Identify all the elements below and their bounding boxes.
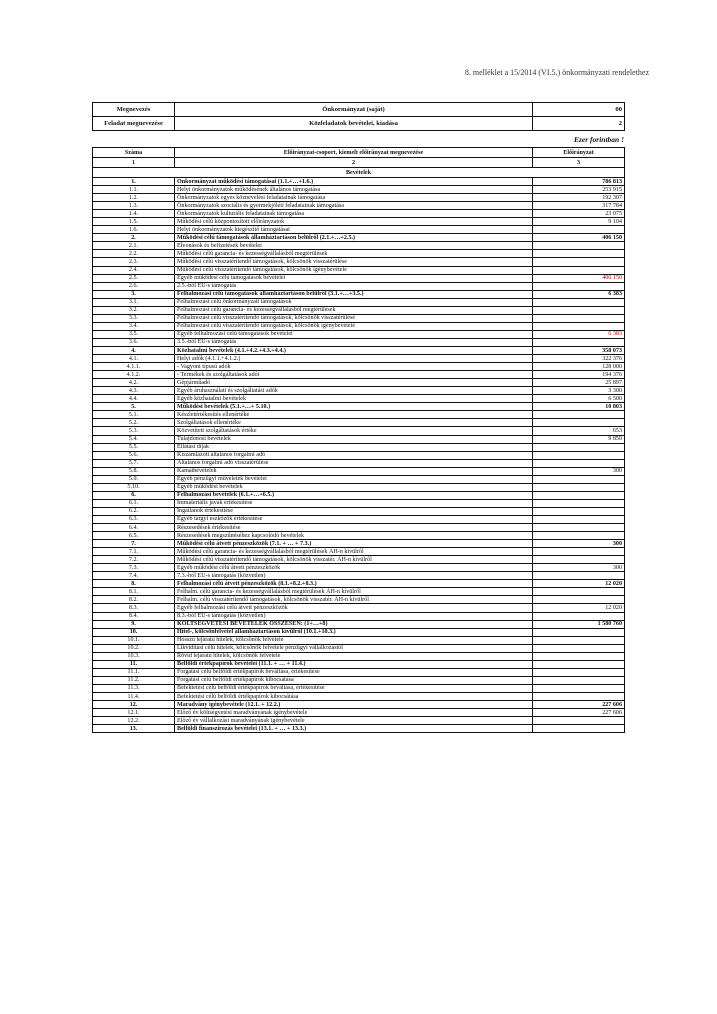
column-header-amount: Előirányzat bbox=[533, 148, 625, 158]
row-number: 2.2. bbox=[93, 250, 175, 258]
row-name: Szolgáltatások ellenértéke bbox=[175, 419, 533, 427]
row-name: Gépjárműadó bbox=[175, 379, 533, 387]
table-row bbox=[93, 330, 625, 338]
row-name: Működési célú visszatérítendő támogatások, kölcsönök visszatérülése bbox=[175, 258, 533, 266]
row-amount: 227 606 bbox=[533, 701, 625, 709]
row-amount: 653 bbox=[533, 427, 625, 435]
row-name: Működési célú támogatások államháztartáson belülről (2.1.+…+2.5.) bbox=[175, 234, 533, 242]
row-number: 1.4. bbox=[93, 210, 175, 218]
row-name: Likviditási célú hitelek, kölcsönök felvétele pénzügyi vállalkozástól bbox=[175, 644, 533, 652]
row-name: Rövid lejáratú hitelek, kölcsönök felvétele bbox=[175, 652, 533, 660]
table-row bbox=[93, 540, 625, 548]
table-row bbox=[93, 306, 625, 314]
row-amount: 227 606 bbox=[533, 709, 625, 717]
row-number: 5. bbox=[93, 403, 175, 411]
row-amount: 10 803 bbox=[533, 403, 625, 411]
table-row bbox=[93, 515, 625, 523]
row-name: - Termékek és szolgáltatások adói bbox=[175, 371, 533, 379]
header-label: Feladat megnevezése bbox=[93, 117, 175, 131]
row-amount bbox=[533, 298, 625, 306]
row-number: 7.4. bbox=[93, 572, 175, 580]
row-number: 2.5. bbox=[93, 274, 175, 282]
row-amount bbox=[533, 322, 625, 330]
row-amount: 317 784 bbox=[533, 202, 625, 210]
row-amount bbox=[533, 717, 625, 725]
row-number: 4.1. bbox=[93, 355, 175, 363]
row-name: Részesedések értékesítése bbox=[175, 524, 533, 532]
row-amount bbox=[533, 588, 625, 596]
row-amount bbox=[533, 596, 625, 604]
row-name: Elvonások és befizetések bevételei bbox=[175, 242, 533, 250]
row-number: 11.3. bbox=[93, 684, 175, 692]
table-row bbox=[93, 346, 625, 354]
row-number: 13. bbox=[93, 725, 175, 733]
table-row bbox=[93, 725, 625, 733]
row-amount bbox=[533, 226, 625, 234]
column-header-number: Száma bbox=[93, 148, 175, 158]
row-name: Forgatási célú belföldi értékpapírok beváltása, értékesítése bbox=[175, 668, 533, 676]
row-amount bbox=[533, 636, 625, 644]
table-row bbox=[93, 178, 625, 186]
table-row bbox=[93, 419, 625, 427]
table-row bbox=[93, 258, 625, 266]
table-row bbox=[93, 363, 625, 371]
row-number: 5.4. bbox=[93, 435, 175, 443]
row-name: Immateriális javak értékesítése bbox=[175, 499, 533, 507]
row-amount bbox=[533, 693, 625, 701]
row-name: Működési célú garancia- és kezességvállalásból megtérülések bbox=[175, 250, 533, 258]
row-amount bbox=[533, 250, 625, 258]
table-row bbox=[93, 435, 625, 443]
row-number: 1.5. bbox=[93, 218, 175, 226]
row-name: Ingatlanok értékesítése bbox=[175, 507, 533, 515]
row-name: Működési célú visszatérítendő támogatások, kölcsönök igénybevétele bbox=[175, 266, 533, 274]
row-amount: 25 897 bbox=[533, 379, 625, 387]
row-name: Működési bevételek (5.1.+…+ 5.10.) bbox=[175, 403, 533, 411]
row-number: 8.4. bbox=[93, 612, 175, 620]
header-code: 00 bbox=[533, 103, 625, 117]
row-amount: 786 813 bbox=[533, 178, 625, 186]
row-number: 5.2. bbox=[93, 419, 175, 427]
row-name: Egyéb áruhasználati és szolgáltatási adók bbox=[175, 387, 533, 395]
row-amount bbox=[533, 684, 625, 692]
row-amount: 12 020 bbox=[533, 580, 625, 588]
table-row bbox=[93, 338, 625, 346]
table-row bbox=[93, 628, 625, 636]
table-row bbox=[93, 684, 625, 692]
row-number: 2.4. bbox=[93, 266, 175, 274]
row-amount: 194 376 bbox=[533, 371, 625, 379]
row-number: 7. bbox=[93, 540, 175, 548]
row-name: Hitel-, kölcsönfelvétel államháztartáson kívülről (10.1.+10.3.) bbox=[175, 628, 533, 636]
table-row bbox=[93, 226, 625, 234]
row-name: Működési célú visszatérítendő támogatások, kölcsönök visszatér. ÁH-n kívülről bbox=[175, 556, 533, 564]
section-row bbox=[93, 168, 625, 178]
row-name: Önkormányzatok egyes köznevelési feladatainak támogatása bbox=[175, 194, 533, 202]
row-number: 3.5. bbox=[93, 330, 175, 338]
row-name: 7.3.-ból EU-s támogatás (közvetlen) bbox=[175, 572, 533, 580]
row-amount bbox=[533, 660, 625, 668]
row-amount: 358 073 bbox=[533, 346, 625, 354]
section-title: Bevételek bbox=[93, 168, 625, 178]
row-amount bbox=[533, 314, 625, 322]
row-name: Közhatalmi bevételek (4.1.+4.2.+4.3.+4.4.) bbox=[175, 346, 533, 354]
row-number: 6.1. bbox=[93, 499, 175, 507]
table-row bbox=[93, 274, 625, 282]
row-name: 3.5.-ből EU-s támogatás bbox=[175, 338, 533, 346]
column-index-1: 1 bbox=[93, 158, 175, 168]
row-number: 6.3. bbox=[93, 515, 175, 523]
annex-note: 8. melléklet a 15/2014 (VI.5.) önkormányzati rendelethez bbox=[464, 68, 649, 77]
row-name: Előző év költségvetési maradványának igénybevétele bbox=[175, 709, 533, 717]
table-row bbox=[93, 693, 625, 701]
table-row bbox=[93, 427, 625, 435]
row-name: Ellátási díjak bbox=[175, 443, 533, 451]
row-amount bbox=[533, 419, 625, 427]
table-row bbox=[93, 499, 625, 507]
table-row bbox=[93, 556, 625, 564]
row-name: Tulajdonosi bevételek bbox=[175, 435, 533, 443]
row-number: 2.3. bbox=[93, 258, 175, 266]
row-amount: 9 850 bbox=[533, 435, 625, 443]
table-row bbox=[93, 250, 625, 258]
row-name: KÖLTSÉGVETÉSI BEVÉTELEK ÖSSZESEN: (1+…+8) bbox=[175, 620, 533, 628]
row-number: 3.2. bbox=[93, 306, 175, 314]
row-number: 5.1. bbox=[93, 411, 175, 419]
row-number: 5.3. bbox=[93, 427, 175, 435]
table-row bbox=[93, 411, 625, 419]
row-name: 2.5.-ből EU-s támogatás bbox=[175, 282, 533, 290]
header-row-2 bbox=[93, 117, 625, 131]
row-number: 2.1. bbox=[93, 242, 175, 250]
row-number: 12.1. bbox=[93, 709, 175, 717]
row-name: Részesedések megszűnéséhez kapcsolódó bevételek bbox=[175, 532, 533, 540]
row-amount: 322 376 bbox=[533, 355, 625, 363]
row-name: Felhalmozási célú támogatások államháztartáson belülről (3.1.+…+3.5.) bbox=[175, 290, 533, 298]
table-row bbox=[93, 491, 625, 499]
table-row bbox=[93, 701, 625, 709]
row-number: 11. bbox=[93, 660, 175, 668]
row-name: Helyi önkormányzatok működésének általános támogatása bbox=[175, 186, 533, 194]
row-amount bbox=[533, 499, 625, 507]
row-amount bbox=[533, 725, 625, 733]
column-index-3: 3 bbox=[533, 158, 625, 168]
table-row bbox=[93, 532, 625, 540]
row-name: Felhalmozási célú garancia- és kezességvállalásból megtérülések bbox=[175, 306, 533, 314]
row-number: 11.2. bbox=[93, 676, 175, 684]
row-number: 12. bbox=[93, 701, 175, 709]
row-amount: 192 307 bbox=[533, 194, 625, 202]
table-row bbox=[93, 459, 625, 467]
row-name: Felhalm. célú visszatérítendő támogatások, kölcsönök visszatér. ÁH-n kívülről bbox=[175, 596, 533, 604]
row-amount bbox=[533, 242, 625, 250]
row-number: 8.1. bbox=[93, 588, 175, 596]
row-amount bbox=[533, 532, 625, 540]
table-row bbox=[93, 475, 625, 483]
column-index-2: 2 bbox=[175, 158, 533, 168]
table-row bbox=[93, 387, 625, 395]
row-amount bbox=[533, 556, 625, 564]
row-amount: 12 020 bbox=[533, 604, 625, 612]
row-amount bbox=[533, 668, 625, 676]
table-row bbox=[93, 709, 625, 717]
row-amount: 300 bbox=[533, 467, 625, 475]
table-row bbox=[93, 620, 625, 628]
column-header-row bbox=[93, 148, 625, 158]
row-name: Belföldi értékpapírok bevételei (11.1. + … + 11.4.) bbox=[175, 660, 533, 668]
row-number: 6.5. bbox=[93, 532, 175, 540]
row-amount bbox=[533, 515, 625, 523]
row-amount bbox=[533, 612, 625, 620]
row-amount: 253 915 bbox=[533, 186, 625, 194]
table-row bbox=[93, 443, 625, 451]
row-name: Felhalmozási célú visszatérítendő támogatások, kölcsönök igénybevétele bbox=[175, 322, 533, 330]
row-number: 8.2. bbox=[93, 596, 175, 604]
row-name: Kiszámlázott általános forgalmi adó bbox=[175, 451, 533, 459]
row-number: 11.4. bbox=[93, 693, 175, 701]
table-row bbox=[93, 403, 625, 411]
table-row bbox=[93, 218, 625, 226]
row-amount bbox=[533, 443, 625, 451]
column-index-row bbox=[93, 158, 625, 168]
unit-label: Ezer forintban ! bbox=[573, 135, 624, 144]
row-number: 1.3. bbox=[93, 202, 175, 210]
table-row bbox=[93, 652, 625, 660]
table-row bbox=[93, 507, 625, 515]
row-number: 5.5. bbox=[93, 443, 175, 451]
row-name: Közvetített szolgáltatások értéke bbox=[175, 427, 533, 435]
row-name: 8.3.-ból EU-s támogatás (közvetlen) bbox=[175, 612, 533, 620]
row-number: 5.9. bbox=[93, 475, 175, 483]
column-header-name: Előirányzat-csoport, kiemelt előirányzat megnevezése bbox=[175, 148, 533, 158]
row-number: 8.3. bbox=[93, 604, 175, 612]
row-number: 4.3. bbox=[93, 387, 175, 395]
row-name: Helyi adók (4.1.1.+4.1.2.) bbox=[175, 355, 533, 363]
table-row bbox=[93, 564, 625, 572]
row-amount bbox=[533, 451, 625, 459]
table-row bbox=[93, 572, 625, 580]
row-name: Egyéb felhalmozási célú átvett pénzeszközök bbox=[175, 604, 533, 612]
row-amount bbox=[533, 644, 625, 652]
row-number: 1.6. bbox=[93, 226, 175, 234]
row-number: 10.3. bbox=[93, 652, 175, 660]
row-amount bbox=[533, 676, 625, 684]
header-label: Megnevezés bbox=[93, 103, 175, 117]
row-amount: 300 bbox=[533, 540, 625, 548]
row-number: 5.8. bbox=[93, 467, 175, 475]
table-row bbox=[93, 242, 625, 250]
header-code: 2 bbox=[533, 117, 625, 131]
row-name: Forgatási célú belföldi értékpapírok kibocsátása bbox=[175, 676, 533, 684]
row-amount bbox=[533, 483, 625, 491]
table-row bbox=[93, 524, 625, 532]
table-row bbox=[93, 612, 625, 620]
table-row bbox=[93, 266, 625, 274]
row-name: Felhalmozási célú átvett pénzeszközök (8.1.+8.2.+8.3.) bbox=[175, 580, 533, 588]
row-name: Kamatbevételek bbox=[175, 467, 533, 475]
row-amount bbox=[533, 652, 625, 660]
row-name: Önkormányzatok szociális és gyermekjóléti feladatainak támogatása bbox=[175, 202, 533, 210]
row-name: - Vagyoni típusú adók bbox=[175, 363, 533, 371]
row-number: 5.6. bbox=[93, 451, 175, 459]
table-row bbox=[93, 355, 625, 363]
table-row bbox=[93, 636, 625, 644]
row-name: Helyi önkormányzatok kiegészítő támogatásai bbox=[175, 226, 533, 234]
row-amount bbox=[533, 459, 625, 467]
table-row bbox=[93, 660, 625, 668]
table-row bbox=[93, 717, 625, 725]
row-number: 4.2. bbox=[93, 379, 175, 387]
row-amount: 23 075 bbox=[533, 210, 625, 218]
row-amount bbox=[533, 572, 625, 580]
row-amount bbox=[533, 507, 625, 515]
row-name: Működési célú átvett pénzeszközök (7.1. + … + 7.3.) bbox=[175, 540, 533, 548]
row-number: 1. bbox=[93, 178, 175, 186]
table-row bbox=[93, 298, 625, 306]
table-row bbox=[93, 194, 625, 202]
table-row bbox=[93, 676, 625, 684]
row-number: 10. bbox=[93, 628, 175, 636]
table-row bbox=[93, 668, 625, 676]
row-number: 1.1. bbox=[93, 186, 175, 194]
row-number: 9. bbox=[93, 620, 175, 628]
header-row-1 bbox=[93, 103, 625, 117]
header-value: Önkormányzat (saját) bbox=[175, 103, 533, 117]
row-name: Felhalm. célú garancia- és kezességvállalásból megtérülések ÁH-n kívülről bbox=[175, 588, 533, 596]
row-name: Önkormányzatok kulturális feladatainak támogatása bbox=[175, 210, 533, 218]
row-number: 1.2. bbox=[93, 194, 175, 202]
row-number: 7.1. bbox=[93, 548, 175, 556]
row-number: 6. bbox=[93, 491, 175, 499]
row-name: Működési célú garancia- és kezességvállalásból megtérülések ÁH-n kívülről bbox=[175, 548, 533, 556]
row-amount: 406 150 bbox=[533, 274, 625, 282]
row-number: 7.2. bbox=[93, 556, 175, 564]
row-name: Felhalmozási bevételek (6.1.+…+6.5.) bbox=[175, 491, 533, 499]
row-number: 6.2. bbox=[93, 507, 175, 515]
table-row bbox=[93, 644, 625, 652]
row-number: 4.1.2. bbox=[93, 371, 175, 379]
header-value: Közfeladatok bevételei, kiadása bbox=[175, 117, 533, 131]
row-amount bbox=[533, 628, 625, 636]
row-amount: 406 150 bbox=[533, 234, 625, 242]
table-row bbox=[93, 371, 625, 379]
budget-table bbox=[92, 147, 625, 733]
row-name: Belföldi finanszírozás bevételei (13.1. + … + 13.3.) bbox=[175, 725, 533, 733]
table-row bbox=[93, 588, 625, 596]
table-row bbox=[93, 548, 625, 556]
table-row bbox=[93, 234, 625, 242]
table-row bbox=[93, 186, 625, 194]
row-amount: 300 bbox=[533, 564, 625, 572]
row-number: 3.4. bbox=[93, 322, 175, 330]
row-name: Egyéb pénzügyi műveletek bevételei bbox=[175, 475, 533, 483]
row-name: Felhalmozási célú visszatérítendő támogatások, kölcsönök visszatérülése bbox=[175, 314, 533, 322]
row-amount: 6 383 bbox=[533, 330, 625, 338]
row-number: 10.2. bbox=[93, 644, 175, 652]
row-number: 8. bbox=[93, 580, 175, 588]
table-row bbox=[93, 210, 625, 218]
table-row bbox=[93, 290, 625, 298]
row-number: 11.1. bbox=[93, 668, 175, 676]
row-name: Egyéb közhatalmi bevételek bbox=[175, 395, 533, 403]
row-amount: 1 580 760 bbox=[533, 620, 625, 628]
row-name: Egyéb működési célú támogatások bevételei bbox=[175, 274, 533, 282]
row-name: Befektetési célú belföldi értékpapírok kibocsátása bbox=[175, 693, 533, 701]
table-row bbox=[93, 202, 625, 210]
row-number: 3.6. bbox=[93, 338, 175, 346]
row-amount: 128 000 bbox=[533, 363, 625, 371]
row-amount bbox=[533, 306, 625, 314]
row-number: 5.10. bbox=[93, 483, 175, 491]
row-number: 7.3. bbox=[93, 564, 175, 572]
row-number: 10.1. bbox=[93, 636, 175, 644]
row-name: Egyéb működési célú átvett pénzeszközök bbox=[175, 564, 533, 572]
row-name: Előző év vállalkozási maradványának igénybevétele bbox=[175, 717, 533, 725]
row-number: 2. bbox=[93, 234, 175, 242]
row-number: 2.6. bbox=[93, 282, 175, 290]
row-number: 3. bbox=[93, 290, 175, 298]
row-amount bbox=[533, 282, 625, 290]
row-amount bbox=[533, 524, 625, 532]
row-name: Felhalmozási célú önkormányzati támogatások bbox=[175, 298, 533, 306]
row-amount: 6 383 bbox=[533, 290, 625, 298]
table-row bbox=[93, 322, 625, 330]
row-amount bbox=[533, 338, 625, 346]
row-number: 6.4. bbox=[93, 524, 175, 532]
row-amount bbox=[533, 491, 625, 499]
row-amount bbox=[533, 411, 625, 419]
table-row bbox=[93, 596, 625, 604]
row-amount: 9 104 bbox=[533, 218, 625, 226]
table-row bbox=[93, 451, 625, 459]
row-name: Önkormányzat működési támogatásai (1.1.+…+1.6.) bbox=[175, 178, 533, 186]
row-amount bbox=[533, 266, 625, 274]
row-name: Egyéb működési bevételek bbox=[175, 483, 533, 491]
row-amount bbox=[533, 258, 625, 266]
row-amount: 3 300 bbox=[533, 387, 625, 395]
row-number: 4.4. bbox=[93, 395, 175, 403]
row-name: Egyéb felhalmozási célú támogatások bevételei bbox=[175, 330, 533, 338]
row-number: 12.2. bbox=[93, 717, 175, 725]
table-row bbox=[93, 314, 625, 322]
row-name: Maradvány igénybevétele (12.1. + 12.2.) bbox=[175, 701, 533, 709]
row-name: Általános forgalmi adó visszatérülése bbox=[175, 459, 533, 467]
row-number: 4.1.1. bbox=[93, 363, 175, 371]
row-amount bbox=[533, 548, 625, 556]
table-row bbox=[93, 580, 625, 588]
table-row bbox=[93, 467, 625, 475]
table-row bbox=[93, 483, 625, 491]
row-amount bbox=[533, 475, 625, 483]
table-row bbox=[93, 379, 625, 387]
row-name: Hosszú lejáratú hitelek, kölcsönök felvétele bbox=[175, 636, 533, 644]
table-row bbox=[93, 282, 625, 290]
row-name: Befektetési célú belföldi értékpapírok beváltása, értékesítése bbox=[175, 684, 533, 692]
table-row bbox=[93, 395, 625, 403]
header-table bbox=[92, 102, 625, 131]
row-amount: 6 500 bbox=[533, 395, 625, 403]
row-name: Egyéb tárgyi eszközök értékesítése bbox=[175, 515, 533, 523]
row-name: Működési célú központosított előirányzatok bbox=[175, 218, 533, 226]
table-row bbox=[93, 604, 625, 612]
row-number: 3.3. bbox=[93, 314, 175, 322]
row-number: 5.7. bbox=[93, 459, 175, 467]
row-number: 4. bbox=[93, 346, 175, 354]
row-number: 3.1. bbox=[93, 298, 175, 306]
row-name: Készletértékesítés ellenértéke bbox=[175, 411, 533, 419]
